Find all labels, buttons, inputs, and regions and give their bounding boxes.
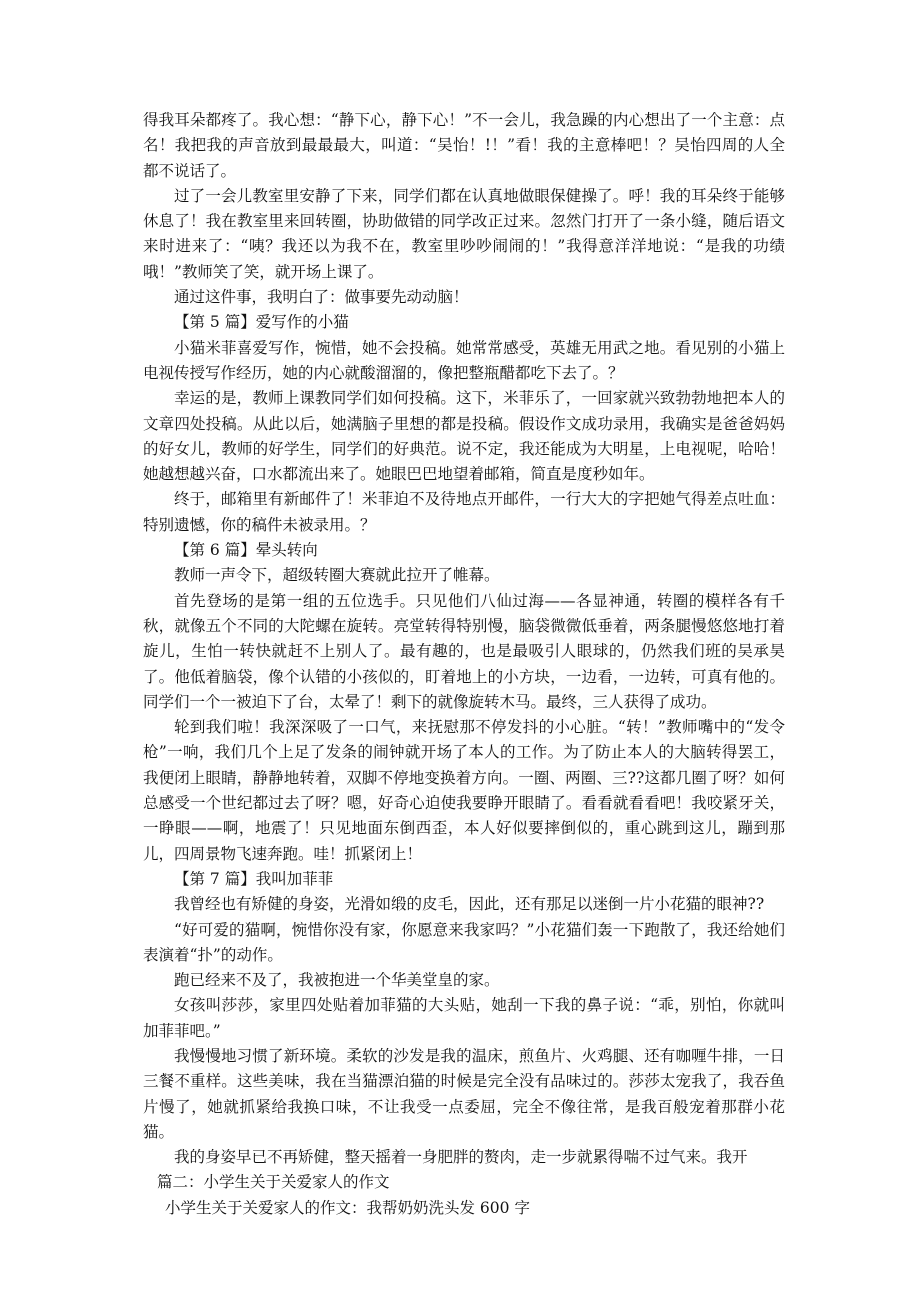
paragraph: 终于，邮箱里有新邮件了！米菲迫不及待地点开邮件，一行大大的字把她气得差点吐血：特别遗憾，你的稿件未被录用。？ xyxy=(143,490,785,534)
paragraph: “好可爱的猫啊，惋惜你没有家，你愿意来我家吗？”小花猫们轰一下跑散了，我还给她们表演着“扑”的动作。 xyxy=(143,920,785,964)
paragraph: 我的身姿早已不再矫健，整天摇着一身肥胖的赘肉，走一步就累得喘不过气来。我开 xyxy=(174,1148,748,1167)
paragraph: 过了一会儿教室里安静了下来，同学们都在认真地做眼保健操了。呼！我的耳朵终于能够休息了！我在教室里来回转圈，协助做错的同学改正过来。忽然门打开了一条小缝，随后语文来时进来了：“咦？我还以为我不在，教室里吵吵闹闹的！”我得意洋洋地说：“是我的功绩哦！”教师笑了笑，就开场上课了。 xyxy=(143,186,785,281)
paragraph: 小猫米菲喜爱写作，惋惜，她不会投稿。她常常感受，英雄无用武之地。看见别的小猫上电视传授写作经历，她的内心就酸溜溜的，像把整瓶醋都吃下去了。？ xyxy=(143,338,785,382)
document-body xyxy=(143,108,785,1221)
paragraph: 女孩叫莎莎，家里四处贴着加菲猫的大头贴，她刮一下我的鼻子说：“乖，别怕，你就叫加菲菲吧。” xyxy=(143,996,785,1040)
part-title: 篇二：小学生关于关爱家人的作文 xyxy=(157,1173,390,1192)
paragraph: 跑已经来不及了，我被抱进一个华美堂皇的家。 xyxy=(174,971,500,990)
essay-title: 小学生关于关爱家人的作文：我帮奶奶洗头发 600 字 xyxy=(165,1198,530,1217)
paragraph: 幸运的是，教师上课教同学们如何投稿。这下，米菲乐了，一回家就兴致勃勃地把本人的文章四处投稿。从此以后，她满脑子里想的都是投稿。假设作文成功录用，我确实是爸爸妈妈的好女儿，教师的好学生，同学们的好典范。说不定，我还能成为大明星，上电视呢，哈哈！她越想越兴奋，口水都流出来了。她眼巴巴地望着邮箱，简直是度秒如年。 xyxy=(143,389,785,484)
paragraph: 我曾经也有矫健的身姿，光滑如缎的皮毛，因此，还有那足以迷倒一片小花猫的眼神?? xyxy=(174,895,765,914)
paragraph: 通过这件事，我明白了：做事要先动动脑！ xyxy=(174,288,469,307)
section-heading-5: 【第 5 篇】爱写作的小猫 xyxy=(174,313,349,332)
paragraph: 教师一声令下，超级转圈大赛就此拉开了帷幕。 xyxy=(174,566,500,585)
paragraph: 轮到我们啦！我深深吸了一口气，来抚慰那不停发抖的小心脏。“转！”教师嘴中的“发令枪”一响，我们几个上足了发条的闹钟就开场了本人的工作。为了防止本人的大脑转得罢工，我便闭上眼睛，静静地转着，双脚不停地变换着方向。一圈、两圈、三??这都几圈了呀？如何总感受一个世纪都过去了呀？嗯，好奇心迫使我要睁开眼睛了。看看就看看吧！我咬紧牙关，一睁眼——啊，地震了！只见地面东倒西歪，本人好似要摔倒似的，重心跳到这儿，蹦到那儿，四周景物飞速奔跑。哇！抓紧闭上！ xyxy=(143,718,785,863)
paragraph: 首先登场的是第一组的五位选手。只见他们八仙过海——各显神通，转圈的模样各有千秋，就像五个不同的大陀螺在旋转。亮堂转得特别慢，脑袋微微低垂着，两条腿慢悠悠地打着旋儿，生怕一转快就赶不上别人了。最有趣的，也是最吸引人眼球的，仍然我们班的吴承昊了。他低着脑袋，像个认错的小孩似的，盯着地上的小方块，一边看，一边转，可真有他的。同学们一个一被迫下了台，太晕了！剩下的就像旋转木马。最终，三人获得了成功。 xyxy=(143,591,785,711)
section-heading-7: 【第 7 篇】我叫加菲菲 xyxy=(174,869,334,888)
paragraph: 得我耳朵都疼了。我心想：“静下心，静下心！”不一会儿，我急躁的内心想出了一个主意：点名！我把我的声音放到最最最大，叫道：“吴怡！!！”看！我的主意棒吧！？吴怡四周的人全都不说话了。 xyxy=(143,111,785,180)
paragraph: 我慢慢地习惯了新环境。柔软的沙发是我的温床，煎鱼片、火鸡腿、还有咖喱牛排，一日三餐不重样。这些美味，我在当猫漂泊猫的时候是完全没有品味过的。莎莎太宠我了，我吞鱼片慢了，她就抓紧给我换口味，不让我受一点委屈，完全不像往常，是我百般宠着那群小花猫。 xyxy=(143,1046,785,1141)
section-heading-6: 【第 6 篇】晕头转向 xyxy=(174,541,318,560)
